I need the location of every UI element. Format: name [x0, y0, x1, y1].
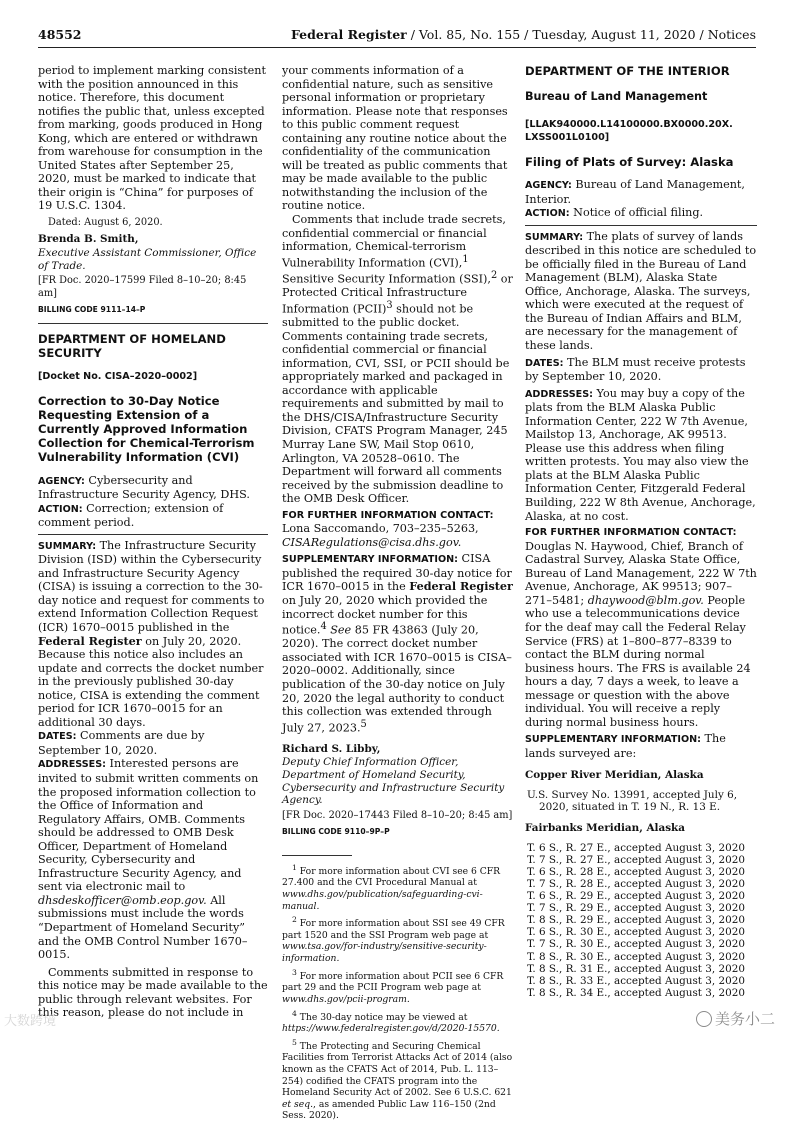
- agency-text: Bureau of Land Management, Interior.: [525, 178, 745, 206]
- contact-field: [282, 522, 514, 549]
- docket-number: [LLAK940000.L14100000.BX0000.20X. LXSS001L0100]: [525, 119, 733, 143]
- list-item: T. 7 S., R. 30 E., accepted August 3, 2020: [527, 938, 745, 951]
- action-label: ACTION:: [38, 503, 83, 515]
- summary-field: [38, 539, 268, 730]
- footnote-number: 2: [292, 915, 297, 925]
- supplementary-field: [282, 552, 514, 735]
- addresses-text: Interested persons are invited to submit written comments on the proposed information collection to the Office of Information and Regulatory Affairs, OMB. Comments should be addressed to OMB Desk Officer, Department of Homeland Security, Cybersecurity and Infrastructure Security Agency, and sent via electronic mail to: [38, 757, 259, 894]
- column-3: [525, 64, 757, 999]
- meridian-heading: Copper River Meridian, Alaska: [525, 769, 704, 782]
- watermark-right: [696, 1008, 775, 1029]
- summary-label: SUMMARY:: [38, 540, 97, 552]
- footnote-text: For more information about PCII see 6 CFR part 29 and the PCII Program web page at: [282, 970, 504, 994]
- addresses-label: ADDRESSES:: [525, 388, 593, 400]
- column-1: [38, 64, 268, 1020]
- agency-label: AGENCY:: [38, 475, 85, 487]
- trade-secrets-paragraph: [282, 213, 514, 506]
- footnote-number: 4: [292, 1008, 297, 1018]
- action-field: [38, 502, 268, 530]
- agency-field: [525, 178, 757, 206]
- addresses-label: ADDRESSES:: [38, 759, 106, 771]
- supplementary-text: The lands surveyed are:: [525, 732, 726, 760]
- summary-divider: [525, 225, 757, 226]
- signer-name: Brenda B. Smith,: [38, 233, 139, 246]
- meridian-heading: Fairbanks Meridian, Alaska: [525, 822, 685, 835]
- list-item: T. 6 S., R. 28 E., accepted August 3, 2020: [527, 865, 745, 878]
- issue-citation: / Vol. 85, No. 155 / Tuesday, August 11, 2020 / Notices: [406, 27, 756, 42]
- footnote-link[interactable]: www.dhs.gov/pcii-program.: [282, 993, 410, 1005]
- running-title: [291, 27, 756, 42]
- dates-field: [525, 356, 757, 384]
- action-field: [525, 206, 757, 221]
- survey-entry: U.S. Survey No. 13991, accepted July 6, 2020, situated in T. 19 N., R. 13 E.: [527, 788, 738, 814]
- footnote-link: et seq.: [282, 1098, 314, 1110]
- summary-publication: Federal Register: [38, 633, 142, 648]
- blm-email-link[interactable]: dhaywood@blm.gov.: [587, 593, 704, 607]
- action-text: Notice of official filing.: [569, 206, 704, 220]
- list-item: T. 7 S., R. 29 E., accepted August 3, 2020: [527, 902, 745, 915]
- footnote-ref-2[interactable]: 2: [490, 269, 498, 281]
- summary-label: SUMMARY:: [525, 231, 584, 243]
- document-subject: Filing of Plats of Survey: Alaska: [525, 155, 734, 169]
- agency-label: AGENCY:: [525, 180, 572, 191]
- supp-publication: Federal Register: [409, 579, 513, 594]
- department-heading: DEPARTMENT OF HOMELAND SECURITY: [38, 331, 226, 360]
- action-text: Correction; extension of comment period.: [38, 501, 224, 530]
- footnote-link[interactable]: www.dhs.gov/publication/safeguarding-cvi-manual.: [282, 889, 483, 912]
- continued-paragraph: period to implement marking consistent with the position announced in this notice. Therefore, this document notifies the public that, unless excepted from marking, goods produced in Hong Kong, which are entered or withdrawn from warehouse for consumption in the United States after September 25, 2020, must be marked to indicate that their origin is “China” for purposes of 19 U.S.C. 1304.: [38, 64, 266, 213]
- fairbanks-survey-list: [525, 842, 757, 999]
- footnote-ref-3[interactable]: 3: [386, 299, 393, 311]
- list-item: T. 7 S., R. 27 E., accepted August 3, 2020: [527, 853, 745, 866]
- contact-text-cont: People who use a telecommunications device for the deaf may call the Federal Relay Service (FRS) at 1–800–877–8339 to contact the BLM during normal business hours. The FRS is available 24 hours a day, 7 days a week, to leave a message or question with the above individual. You will receive a reply during normal business hours.: [525, 593, 751, 729]
- header-rule: [38, 47, 756, 48]
- fr-doc-line: [FR Doc. 2020–17599 Filed 8–10–20; 8:45 am]: [38, 275, 247, 299]
- action-label: ACTION:: [525, 208, 570, 220]
- publication-name: Federal Register: [290, 27, 407, 42]
- list-item: T. 8 S., R. 34 E., accepted August 3, 2020: [527, 986, 745, 999]
- signer-title: Deputy Chief Information Officer, Department of Homeland Security, Cybersecurity and Infrastructure Security Agency.: [282, 756, 505, 807]
- trade-secrets-text-b: Sensitive Security Information (SSI),: [282, 272, 491, 286]
- list-item: T. 8 S., R. 31 E., accepted August 3, 2020: [527, 962, 745, 975]
- footnote-2: [282, 914, 514, 964]
- summary-text-cont: on July 20, 2020. Because this notice also includes an update and corrects the docket number in the previously published 30-day notice, CISA is extending the comment period for ICR 1670–0015 for an additional 30 days.: [38, 634, 264, 729]
- list-item: T. 8 S., R. 30 E., accepted August 3, 2020: [527, 950, 745, 963]
- dated-line: Dated: August 6, 2020.: [48, 217, 163, 229]
- omb-email-link[interactable]: dhsdeskofficer@omb.eop.gov.: [38, 893, 207, 907]
- footnote-text-tail: , as amended Public Law 116–150 (2nd Sess. 2020).: [282, 1098, 496, 1122]
- trade-secrets-text-d: should not be submitted to the public docket. Comments containing trade secrets, confidential commercial or financial information, CVI, SSI, or PCII should be appropriately marked and packaged in accordance with applicable requirements and submitted by mail to the DHS/CISA/Infrastructure Security Division, CFATS Program Manager, 245 Murray Lane SW, Mail Stop 0610, Arlington, VA 20528–0610. The Department will forward all comments received by the submission deadline to the OMB Desk Officer.: [282, 302, 510, 506]
- watermark-right-text: 美务小二: [714, 1010, 775, 1028]
- summary-text: The plats of survey of lands described in this notice are scheduled to be officially filed in the Bureau of Land Management (BLM), Alaska State Office, Anchorage, Alaska. The surveys, which were executed at the request of the Bureau of Indian Affairs and BLM, are necessary for the management of these lands.: [525, 229, 757, 353]
- dates-text: The BLM must receive protests by September 10, 2020.: [525, 355, 746, 384]
- footnote-link[interactable]: https://www.federalregister.gov/d/2020-15570.: [282, 1023, 500, 1035]
- footnote-text: For more information about SSI see 49 CFR part 1520 and the SSI Program web page at: [282, 918, 505, 941]
- footnote-link[interactable]: www.tsa.gov/for-industry/sensitive-security-information.: [282, 941, 487, 965]
- list-item: T. 6 S., R. 29 E., accepted August 3, 2020: [527, 890, 745, 903]
- footnote-ref-1[interactable]: 1: [462, 253, 469, 265]
- footnote-5: [282, 1037, 514, 1122]
- dates-field: [38, 729, 268, 757]
- list-item: T. 7 S., R. 28 E., accepted August 3, 2020: [527, 877, 745, 890]
- agency-text: Cybersecurity and Infrastructure Security Agency, DHS.: [38, 473, 250, 502]
- footnote-number: 3: [292, 967, 297, 977]
- addresses-text-cont: All submissions must include the words “Department of Homeland Security” and the OMB Control Number 1670–0015.: [38, 893, 248, 962]
- supp-text-b: on July 20, 2020 which provided the incorrect docket number for this notice.: [282, 593, 488, 637]
- dates-label: DATES:: [525, 357, 564, 369]
- contact-label: FOR FURTHER INFORMATION CONTACT:: [525, 527, 737, 539]
- trade-secrets-text: Comments that include trade secrets, confidential commercial or financial information, Chemical-terrorism Vulnerability Information (CVI),: [282, 213, 506, 270]
- dates-text: Comments are due by September 10, 2020.: [38, 729, 205, 757]
- summary-text: The Infrastructure Security Division (ISD) within the Cybersecurity and Infrastructure Security Agency (CISA) is issuing a correction to the 30-day notice and request for comments to extend Information Collection Request (ICR) 1670–0015 published in the: [38, 538, 265, 634]
- contact-text: Douglas N. Haywood, Chief, Branch of Cadastral Survey, Alaska State Office, Bureau of Land Management, 222 W 7th Avenue, Anchorage, AK 99513; 907–271–5481;: [525, 539, 757, 607]
- supplementary-label: SUPPLEMENTARY INFORMATION:: [525, 734, 701, 746]
- list-item: T. 8 S., R. 29 E., accepted August 3, 2020: [527, 914, 745, 927]
- billing-code: BILLING CODE 9111–14–P: [38, 304, 146, 314]
- supp-see: See: [326, 623, 352, 637]
- footnote-ref-5[interactable]: 5: [360, 718, 367, 730]
- footnote-1: [282, 862, 514, 912]
- department-heading: DEPARTMENT OF THE INTERIOR: [525, 64, 730, 78]
- page-header: [38, 27, 756, 47]
- addresses-text: You may buy a copy of the plats from the BLM Alaska Public Information Center, 222 W 7th Avenue, Mailstop 13, Anchorage, AK 99513. Please use this address when filing written protests. You may also view the plats at the BLM Alaska Public Information Center, Fitzgerald Federal Building, 222 W 8th Avenue, Anchorage, Alaska, at no cost.: [525, 386, 756, 523]
- watermark-left: 大数跨境: [4, 1014, 57, 1029]
- signer-name: Richard S. Libby,: [282, 742, 381, 755]
- footnotes: [282, 862, 514, 1122]
- section-divider: [38, 323, 268, 324]
- docket-number: [Docket No. CISA–2020–0002]: [38, 370, 198, 382]
- footnote-4: [282, 1008, 514, 1035]
- fr-doc-line: [FR Doc. 2020–17443 Filed 8–10–20; 8:45 am]: [282, 809, 513, 821]
- addresses-field: [38, 757, 268, 961]
- contact-field: [525, 540, 757, 730]
- page-number: 48552: [38, 27, 82, 42]
- supp-text: CISA published the required 30-day notice for ICR 1670–0015 in the: [282, 552, 512, 594]
- contact-label: FOR FURTHER INFORMATION CONTACT:: [282, 509, 494, 521]
- agency-field: [38, 474, 268, 502]
- trade-secrets-text-c: or Protected Critical Infrastructure Information (PCII): [282, 272, 513, 316]
- footnote-number: 5: [292, 1037, 297, 1047]
- comments-paragraph: Comments submitted in response to this notice may be made available to the public through relevant websites. For this reason, please do not include in: [38, 965, 268, 1020]
- confidentiality-paragraph: your comments information of a confidential nature, such as sensitive personal information or proprietary information. Please note that responses to this public comment request containing any routine notice about the confidentiality of the communication will be treated as public comments that may be made available to the public notwithstanding the inclusion of the routine notice.: [282, 64, 508, 213]
- footnote-number: 1: [292, 862, 297, 872]
- signer-title: Executive Assistant Commissioner, Office of Trade.: [38, 246, 257, 272]
- wechat-icon: [696, 1011, 712, 1027]
- column-2: [282, 64, 514, 1122]
- contact-text: Lona Saccomando, 703–235–5263,: [282, 522, 479, 536]
- dates-label: DATES:: [38, 731, 77, 743]
- billing-code: BILLING CODE 9110–9P–P: [282, 827, 390, 837]
- list-item: T. 8 S., R. 33 E., accepted August 3, 2020: [527, 974, 745, 987]
- footnote-text: For more information about CVI see 6 CFR 27.400 and the CVI Procedural Manual at: [282, 865, 501, 889]
- summary-divider: [38, 534, 268, 535]
- document-subject: Correction to 30-Day Notice Requesting Extension of a Currently Approved Information Collection for Chemical-Terrorism Vulnerability Information (CVI): [38, 393, 255, 464]
- supplementary-field: [525, 732, 757, 760]
- footnote-rule: [282, 855, 352, 856]
- summary-field: [525, 230, 757, 353]
- footnote-ref-4[interactable]: 4: [320, 621, 327, 633]
- bureau-heading: Bureau of Land Management: [525, 90, 708, 103]
- supp-text-c: 85 FR 43863 (July 20, 2020). The correct docket number associated with ICR 1670–0015 is CISA–2020–0002. Additionally, since publication of the 30-day notice on July 20, 2020 the legal authority to conduct this collection was extended through July 27, 2023.: [282, 623, 512, 735]
- list-item: T. 6 S., R. 30 E., accepted August 3, 2020: [527, 926, 745, 939]
- supplementary-label: SUPPLEMENTARY INFORMATION:: [282, 554, 458, 566]
- addresses-field: [525, 387, 757, 523]
- footnote-text: The Protecting and Securing Chemical Facilities from Terrorist Attacks Act of 2014 (also known as the CFATS Act of 2014, Pub. L. 113–254) codified the CFATS program into the Homeland Security Act of 2002. See 6 U.S.C. 621: [282, 1040, 513, 1099]
- list-item: T. 6 S., R. 27 E., accepted August 3, 2020: [527, 841, 745, 854]
- footnote-text: The 30-day notice may be viewed at: [296, 1011, 468, 1023]
- cisa-email-link[interactable]: CISARegulations@cisa.dhs.gov.: [282, 535, 462, 549]
- footnote-3: [282, 967, 514, 1006]
